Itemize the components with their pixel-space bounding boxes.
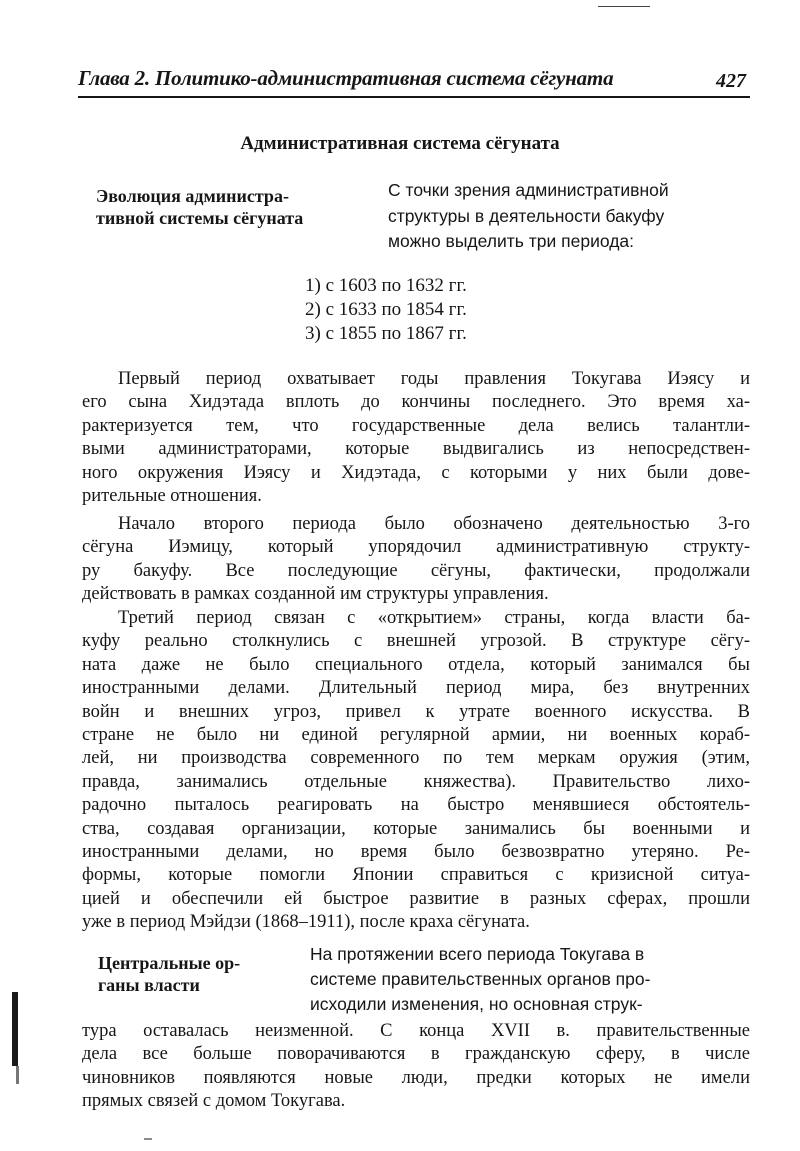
- text-line: чиновников появляются новые люди, предки которых не имели: [82, 1067, 750, 1088]
- period-list: [305, 274, 467, 346]
- evolution-intro: [388, 180, 750, 260]
- paragraph-third-period: [82, 607, 750, 935]
- text-line: войн и внешних угроз, привел к утрате военного искусства. В: [82, 701, 750, 722]
- text-line: куфу реально столкнулись с внешней угрозой. В структуре сёгу-: [82, 631, 750, 652]
- period-item: 1) с 1603 по 1632 гг.: [305, 275, 467, 296]
- text-line: стране не было ни единой регулярной армии, ни военных кораб-: [82, 725, 750, 746]
- text-line: цией и обеспечили ей быстрое развитие в разных сферах, прошли: [82, 888, 750, 909]
- text-line: иностранными делами. Длительный период мира, без внутренних: [82, 678, 750, 699]
- text-line: его сына Хидэтада вплоть до кончины последнего. Это время ха-: [82, 392, 750, 413]
- paragraph-first-period: [82, 368, 750, 508]
- central-organs-intro: [310, 944, 750, 1024]
- text-line: структуры в деятельности бакуфу: [388, 206, 665, 226]
- text-line: действовать в рамках созданной им структуры управления.: [82, 584, 549, 605]
- text-line: формы, которые помогли Японии справиться с кризисной ситуа-: [82, 865, 750, 886]
- scan-speck: [144, 1138, 152, 1140]
- text-line: исходили изменения, но основная струк-: [310, 994, 643, 1014]
- text-line: выми администраторами, которые выдвигались из непосредствен-: [82, 439, 750, 460]
- text-line: ного окружения Иэясу и Хидэтада, с которыми у них были дове-: [82, 462, 750, 483]
- text-line: Первый период охватывает годы правления Токугава Иэясу и: [118, 369, 750, 389]
- header-rule: [78, 96, 750, 98]
- text-line: С точки зрения административной: [388, 180, 669, 200]
- text-line: Начало второго периода было обозначено деятельностью 3-го: [118, 514, 750, 534]
- text-line: На протяжении всего периода Токугава в: [310, 944, 645, 964]
- text-line: сёгуна Иэмицу, который упорядочил административную структу-: [82, 537, 750, 558]
- text-line: иностранными делами, но время было безвозвратно утеряно. Ре-: [82, 842, 750, 863]
- period-item: 2) с 1633 по 1854 гг.: [305, 299, 467, 320]
- running-header: [78, 64, 750, 98]
- text-line: дела все больше поворачиваются в гражданскую сферу, в числе: [82, 1044, 750, 1065]
- text-line: системе правительственных органов про-: [310, 969, 651, 989]
- text-line: ната даже не было специального отдела, который занимался бы: [82, 654, 750, 675]
- text-line: Третий период связан с «открытием» страны, когда власти ба-: [118, 608, 750, 628]
- text-line: рительные отношения.: [82, 486, 262, 507]
- text-line: прямых связей с домом Токугава.: [82, 1091, 346, 1112]
- text-line: ру бакуфу. Все последующие сёгуны, фактически, продолжали: [82, 560, 750, 581]
- scan-artifact-line: [598, 6, 650, 7]
- scan-edge-smear: [12, 992, 18, 1066]
- page-number: 427: [716, 70, 746, 92]
- text-line: радочно пыталось реагировать на быстро менявшиеся обстоятель-: [82, 795, 750, 816]
- side-heading-line: Эволюция администра-: [96, 186, 289, 206]
- central-organs-side-heading: [98, 952, 240, 996]
- period-item: 3) с 1855 по 1867 гг.: [305, 323, 467, 344]
- text-line: ства, создавая организации, которые занимались бы военными и: [82, 818, 750, 839]
- paragraph-central-organs: [82, 1020, 750, 1114]
- chapter-title: Глава 2. Политико-административная система сёгуната: [78, 66, 614, 90]
- text-line: тура оставалась неизменной. С конца XVII в. правительственные: [82, 1021, 750, 1041]
- paragraph-second-period: [82, 513, 750, 607]
- side-heading-line: Центральные ор-: [98, 953, 241, 973]
- evolution-side-heading: [96, 185, 303, 229]
- side-heading-line: тивной системы сёгуната: [96, 208, 304, 228]
- section-title: Административная система сёгуната: [240, 133, 560, 154]
- scan-edge-smear: [16, 1066, 19, 1084]
- text-line: можно выделить три периода:: [388, 231, 635, 251]
- text-line: правда, занимались отдельные княжества). Правительство лихо-: [82, 771, 750, 792]
- side-heading-line: ганы власти: [98, 975, 200, 995]
- text-line: уже в период Мэйдзи (1868–1911), после краха сёгуната.: [82, 912, 530, 933]
- text-line: рактеризуется тем, что государственные дела велись талантли-: [82, 415, 750, 436]
- text-line: лей, ни производства современного по тем меркам оружия (этим,: [82, 748, 750, 769]
